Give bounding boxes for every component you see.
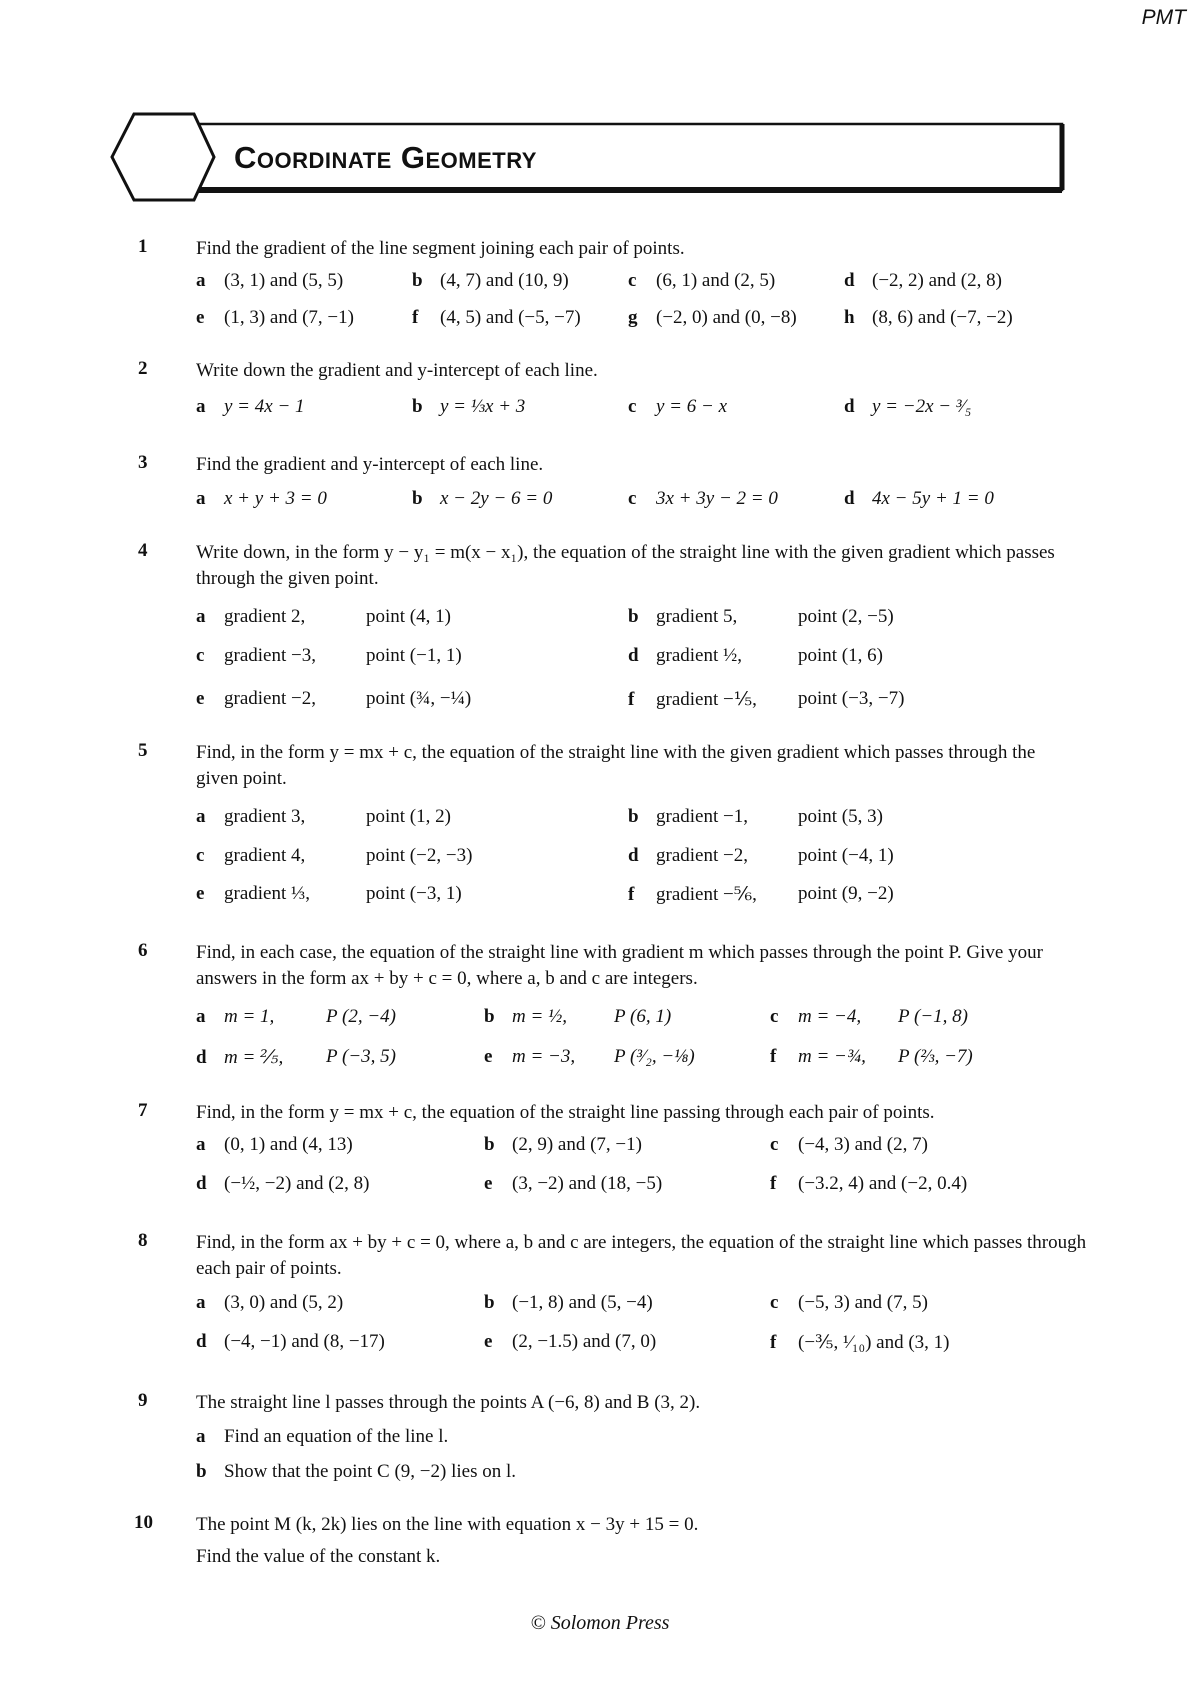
question-text-2: Find the value of the constant k.: [196, 1546, 441, 1567]
part-gradient: gradient 3,: [224, 806, 306, 827]
part-gradient: m = −3,: [512, 1046, 576, 1067]
part-point: point (2, −5): [798, 606, 894, 627]
part-label: a: [196, 270, 206, 291]
question-text: Find, in each case, the equation of the straight line with gradient m which passes through the point P. Give your answers in the form ax + by + c = 0, where a, b and c are integers.: [196, 942, 1043, 989]
footer-copyright: © Solomon Press: [530, 1612, 670, 1634]
question-number: 6: [138, 940, 148, 961]
title-banner: [110, 112, 1070, 202]
part-text: (−3.2, 4) and (−2, 0.4): [798, 1173, 968, 1194]
part-text: (1, 3) and (7, −1): [224, 307, 354, 328]
part-label: e: [196, 883, 205, 904]
part-text: (3, −2) and (18, −5): [512, 1173, 663, 1194]
part-gradient: m = ⅖,: [224, 1047, 284, 1068]
part-label: a: [196, 606, 206, 627]
part-text: (4, 7) and (10, 9): [440, 270, 569, 291]
part-label: e: [484, 1331, 493, 1352]
part-point: point (−3, −7): [798, 688, 905, 709]
part-text: (2, −1.5) and (7, 0): [512, 1331, 657, 1352]
part-label: c: [196, 645, 205, 666]
part-label: c: [770, 1134, 779, 1155]
part-text: (−2, 2) and (2, 8): [872, 270, 1002, 291]
part-text: y = 4x − 1: [224, 396, 305, 417]
part-label: g: [628, 307, 638, 328]
part-label: h: [844, 307, 855, 328]
part-point: point (5, 3): [798, 806, 883, 827]
part-gradient: gradient −2,: [224, 688, 316, 709]
question-text: The straight line l passes through the points A (−6, 8) and B (3, 2).: [196, 1392, 701, 1413]
part-label: d: [844, 396, 855, 417]
part-label: d: [196, 1173, 207, 1194]
question-number: 2: [138, 358, 148, 379]
part-label: f: [412, 307, 419, 328]
part-point: point (−2, −3): [366, 845, 473, 866]
part-label: c: [770, 1292, 779, 1313]
part-gradient: gradient −⅚,: [656, 884, 757, 905]
part-label: e: [196, 688, 205, 709]
part-point: P (−3, 5): [326, 1046, 396, 1067]
part-gradient: m = −¾,: [798, 1046, 866, 1067]
part-label: d: [196, 1331, 207, 1352]
question-text: The point M (k, 2k) lies on the line with equation x − 3y + 15 = 0.: [196, 1514, 699, 1535]
part-point: point (¾, −¼): [366, 688, 472, 709]
part-point: P (³⁄₂, −⅛): [614, 1046, 695, 1067]
part-label: c: [770, 1006, 779, 1027]
part-label: d: [844, 270, 855, 291]
part-text: x + y + 3 = 0: [224, 488, 327, 509]
question-text: Find, in the form y = mx + c, the equation of the straight line passing through each pair of points.: [196, 1102, 935, 1123]
question-text: Find, in the form ax + by + c = 0, where a, b and c are integers, the equation of the straight line which passes through each pair of points.: [196, 1232, 1087, 1279]
part-label: c: [628, 396, 637, 417]
part-gradient: gradient 2,: [224, 606, 306, 627]
part-label: f: [770, 1046, 777, 1067]
part-text: (3, 0) and (5, 2): [224, 1292, 344, 1313]
part-label: b: [484, 1292, 495, 1313]
corner-label: PMT: [1141, 6, 1186, 29]
part-text: (−4, 3) and (2, 7): [798, 1134, 928, 1155]
question-text: Find, in the form y = mx + c, the equation of the straight line with the given gradient which passes through the given point.: [196, 742, 1036, 789]
part-label: b: [196, 1461, 207, 1482]
part-text: (−⅗, ¹⁄₁₀) and (3, 1): [798, 1332, 950, 1353]
question-number: 3: [138, 452, 148, 473]
part-label: b: [484, 1006, 495, 1027]
part-point: P (⅔, −7): [898, 1046, 973, 1067]
part-label: d: [196, 1047, 207, 1068]
question-number: 8: [138, 1230, 148, 1251]
question-number: 7: [138, 1100, 148, 1121]
part-label: a: [196, 806, 206, 827]
part-point: point (1, 2): [366, 806, 451, 827]
part-label: b: [484, 1134, 495, 1155]
part-text: 3x + 3y − 2 = 0: [656, 488, 778, 509]
part-gradient: gradient −1,: [656, 806, 748, 827]
part-gradient: gradient −2,: [656, 845, 748, 866]
question-number: 5: [138, 740, 148, 761]
part-text: (8, 6) and (−7, −2): [872, 307, 1013, 328]
part-label: a: [196, 1426, 206, 1447]
part-label: f: [628, 689, 635, 710]
question-number: 4: [138, 540, 148, 561]
part-label: a: [196, 488, 206, 509]
part-text: 4x − 5y + 1 = 0: [872, 488, 994, 509]
part-label: f: [770, 1173, 777, 1194]
part-gradient: m = 1,: [224, 1006, 275, 1027]
part-gradient: gradient ½,: [656, 645, 743, 666]
part-label: f: [628, 884, 635, 905]
part-text: (2, 9) and (7, −1): [512, 1134, 642, 1155]
part-label: f: [770, 1332, 777, 1353]
part-label: a: [196, 1292, 206, 1313]
part-label: e: [484, 1173, 493, 1194]
part-gradient: gradient −3,: [224, 645, 316, 666]
part-gradient: gradient ⅓,: [224, 883, 311, 904]
part-gradient: gradient 5,: [656, 606, 738, 627]
part-label: a: [196, 1006, 206, 1027]
question-text: Write down, in the form y − y₁ = m(x − x₁), the equation of the straight line with the given gradient which passes through the given point.: [196, 542, 1055, 589]
part-point: point (−4, 1): [798, 845, 894, 866]
part-text: (−½, −2) and (2, 8): [224, 1173, 370, 1194]
part-label: b: [628, 606, 639, 627]
part-point: point (9, −2): [798, 883, 894, 904]
part-text: (3, 1) and (5, 5): [224, 270, 344, 291]
part-text: x − 2y − 6 = 0: [440, 488, 553, 509]
question-number: 10: [134, 1512, 153, 1533]
part-label: e: [484, 1046, 493, 1067]
part-point: P (6, 1): [614, 1006, 672, 1027]
part-label: b: [412, 270, 423, 291]
part-text: (−5, 3) and (7, 5): [798, 1292, 928, 1313]
part-text: (−1, 8) and (5, −4): [512, 1292, 653, 1313]
part-label: e: [196, 307, 205, 328]
part-text: (4, 5) and (−5, −7): [440, 307, 581, 328]
part-text: (−4, −1) and (8, −17): [224, 1331, 385, 1352]
part-gradient: m = −4,: [798, 1006, 862, 1027]
part-label: d: [628, 845, 639, 866]
part-gradient: m = ½,: [512, 1006, 568, 1027]
part-text: Show that the point C (9, −2) lies on l.: [224, 1461, 517, 1482]
part-label: c: [196, 845, 205, 866]
part-point: point (−3, 1): [366, 883, 462, 904]
part-label: d: [844, 488, 855, 509]
part-text: y = −2x − ³⁄₅: [872, 396, 972, 417]
part-gradient: gradient 4,: [224, 845, 306, 866]
page-title: Coordinate Geometry: [234, 140, 537, 175]
question-text: Find the gradient of the line segment joining each pair of points.: [196, 238, 685, 259]
part-label: b: [412, 488, 423, 509]
part-text: y = 6 − x: [656, 396, 728, 417]
question-number: 1: [138, 236, 148, 257]
question-number: 9: [138, 1390, 148, 1411]
question-text: Write down the gradient and y-intercept of each line.: [196, 360, 598, 381]
part-label: c: [628, 488, 637, 509]
part-point: point (1, 6): [798, 645, 883, 666]
part-point: P (−1, 8): [898, 1006, 968, 1027]
part-gradient: gradient −⅕,: [656, 689, 757, 710]
part-text: y = ⅓x + 3: [440, 396, 526, 417]
part-label: a: [196, 396, 206, 417]
part-text: (0, 1) and (4, 13): [224, 1134, 353, 1155]
part-label: d: [628, 645, 639, 666]
part-point: point (−1, 1): [366, 645, 462, 666]
part-text: Find an equation of the line l.: [224, 1426, 449, 1447]
part-label: c: [628, 270, 637, 291]
part-label: b: [628, 806, 639, 827]
part-text: (6, 1) and (2, 5): [656, 270, 776, 291]
part-label: b: [412, 396, 423, 417]
part-text: (−2, 0) and (0, −8): [656, 307, 797, 328]
part-point: point (4, 1): [366, 606, 451, 627]
part-point: P (2, −4): [326, 1006, 396, 1027]
part-label: a: [196, 1134, 206, 1155]
question-text: Find the gradient and y-intercept of each line.: [196, 454, 544, 475]
